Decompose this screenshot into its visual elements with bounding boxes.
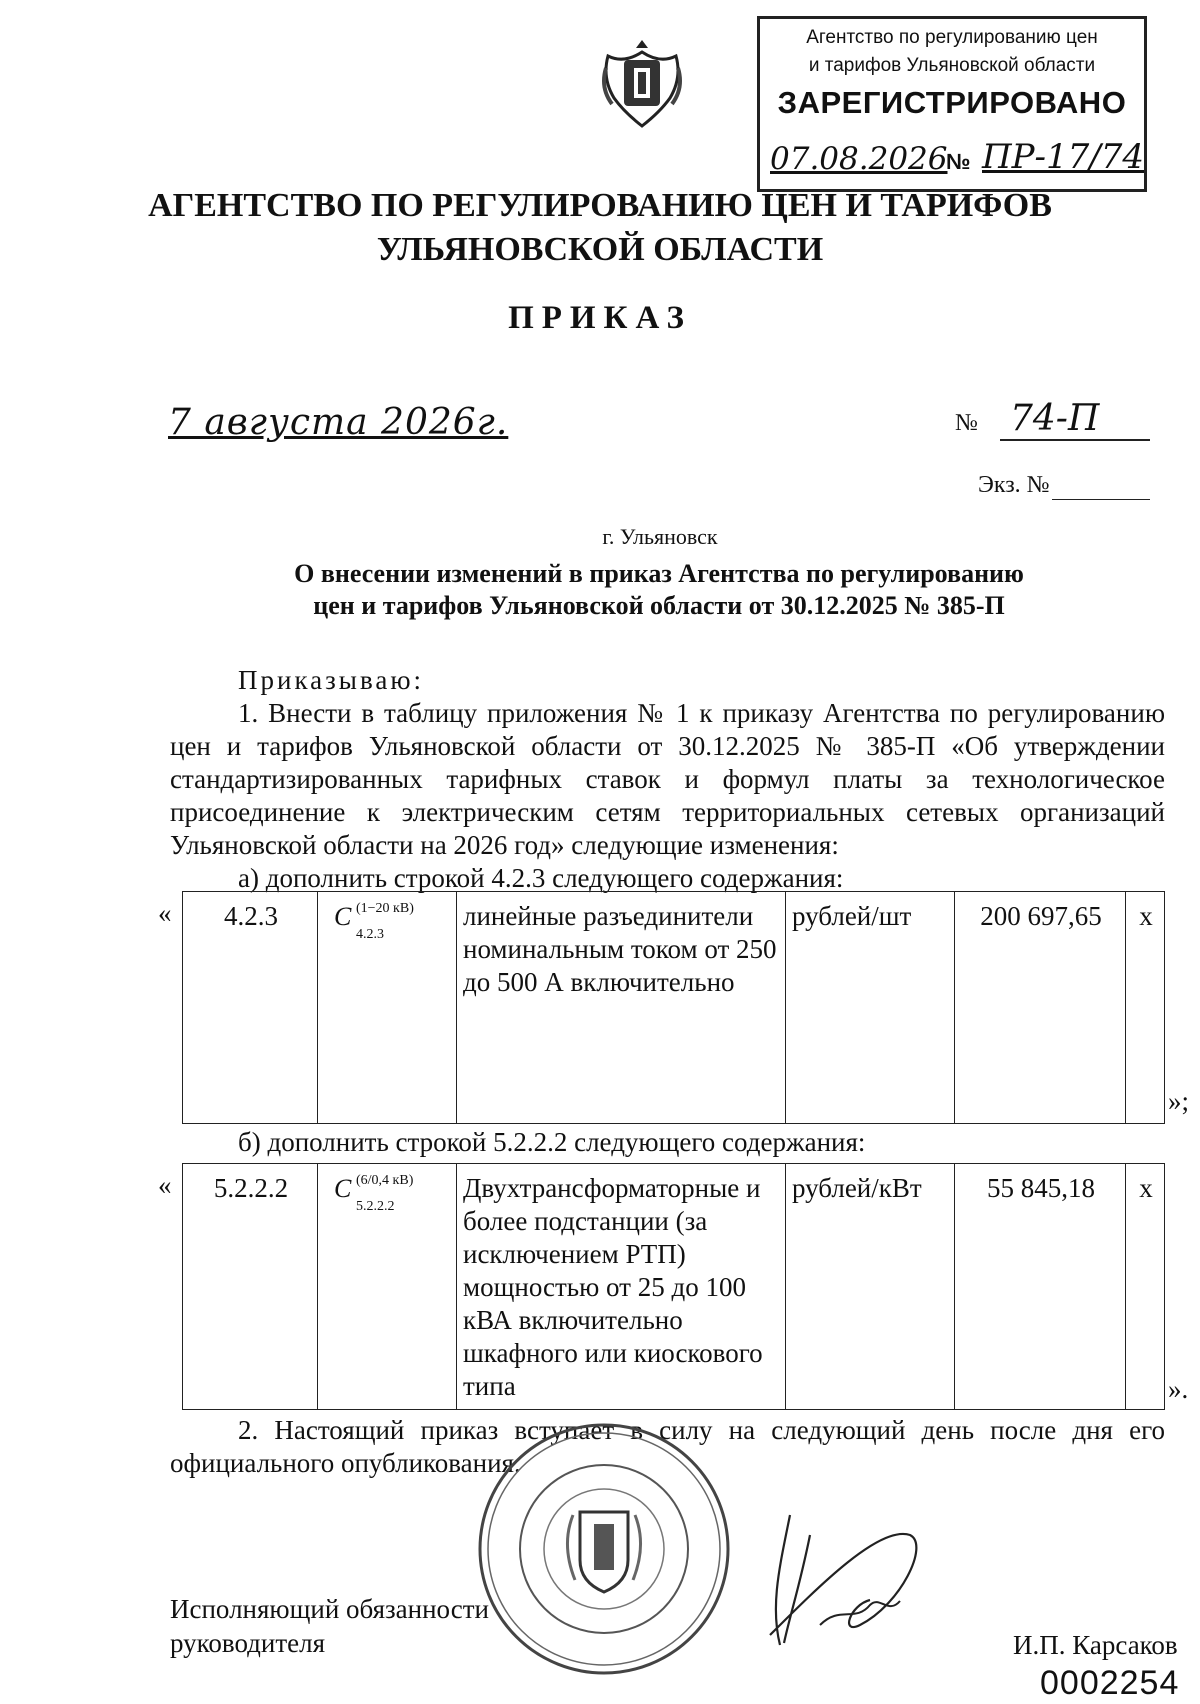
row-symbol: [318, 1164, 457, 1410]
city: г. Ульяновск: [602, 524, 718, 549]
close-quote: »;: [1168, 1086, 1190, 1116]
open-quote: «: [158, 1170, 172, 1200]
row-extra: х: [1126, 892, 1165, 1124]
registration-stamp-line1: Агентство по регулированию цен: [806, 27, 1098, 48]
round-seal-icon: [475, 1420, 733, 1678]
row-extra: х: [1126, 1164, 1165, 1410]
registration-stamp-date: 07.08.2026: [770, 141, 948, 177]
signature-icon: [760, 1505, 930, 1655]
row-unit: рублей/шт: [786, 892, 955, 1124]
order-subject: [0, 558, 1200, 622]
copy-number-label: Экз. №: [978, 472, 1050, 498]
symbol-letter: C: [334, 1174, 352, 1203]
row-value: 55 845,18: [955, 1164, 1126, 1410]
registration-stamp-status: ЗАРЕГИСТРИРОВАНО: [777, 85, 1127, 120]
close-quote: ».: [1168, 1374, 1189, 1404]
row-description: Двухтрансформаторные и более подстанции (за исключением РТП) мощностью от 25 до 100 кВА включительно шкафного или киоскового типа: [457, 1164, 786, 1410]
order-word: Приказываю:: [238, 665, 424, 695]
row-value: 200 697,65: [955, 892, 1126, 1124]
registration-stamp: [757, 16, 1147, 192]
symbol-subscript: 4.2.3: [356, 927, 384, 942]
sub-item-b: б) дополнить строкой 5.2.2.2 следующего содержания:: [238, 1127, 866, 1157]
copy-number-blank: [1052, 472, 1150, 500]
symbol-letter: C: [334, 902, 352, 931]
coat-of-arms-icon: [600, 38, 684, 130]
order-date: 7 августа 2026г.: [168, 402, 509, 443]
symbol-superscript: (6/0,4 кВ): [356, 1173, 414, 1188]
signatory-role-line2: руководителя: [170, 1628, 326, 1658]
row-description: линейные разъединители номинальным током от 250 до 500 А включительно: [457, 892, 786, 1124]
registration-stamp-number-label: №: [946, 149, 971, 174]
signatory-role-line1: Исполняющий обязанности: [170, 1594, 489, 1624]
symbol-superscript: (1−20 кВ): [356, 901, 414, 916]
tariff-row-table: [182, 891, 1165, 1124]
row-number: 4.2.3: [183, 892, 318, 1124]
registry-number: 0002254: [1040, 1664, 1180, 1702]
sub-item-a: а) дополнить строкой 4.2.3 следующего содержания:: [238, 863, 844, 893]
agency-name: [0, 184, 1200, 272]
registration-stamp-number: ПР-17/74: [982, 137, 1144, 177]
row-number: 5.2.2.2: [183, 1164, 318, 1410]
agency-name-line2: УЛЬЯНОВСКОЙ ОБЛАСТИ: [376, 231, 824, 268]
document-type: ПРИКАЗ: [508, 300, 692, 336]
order-subject-line1: О внесении изменений в приказ Агентства по регулированию: [294, 559, 1024, 588]
signatory-role: [170, 1592, 489, 1660]
sub-item-b-wrap: [170, 1126, 1165, 1159]
order-subject-line2: цен и тарифов Ульяновской области от 30.12.2025 № 385-П: [313, 591, 1005, 620]
registration-stamp-line2: и тарифов Ульяновской области: [808, 55, 1096, 76]
order-number-label: №: [955, 410, 978, 436]
row-unit: рублей/кВт: [786, 1164, 955, 1410]
tariff-row-table: [182, 1163, 1165, 1410]
symbol-subscript: 5.2.2.2: [356, 1199, 395, 1214]
order-number: 74-П: [1000, 398, 1150, 441]
order-body: [170, 664, 1165, 895]
table-row: [183, 1164, 1165, 1410]
table-row: [183, 892, 1165, 1124]
item-2: 2. Настоящий приказ вступает в силу на следующий день после дня его официального опубликования.: [170, 1415, 1165, 1478]
signatory-name: И.П. Карсаков: [1013, 1630, 1178, 1660]
open-quote: «: [158, 898, 172, 928]
item-1: 1. Внести в таблицу приложения № 1 к приказу Агентства по регулированию цен и тарифов Ульяновской области от 30.12.2025 № 385-П «Об утверждении стандартизированных тарифных ставок и формул платы за технологическое присоединение к электрическим сетям территориальных сетевых организаций Ульяновской области на 2026 год» следующие изменения:: [170, 698, 1165, 860]
row-symbol: [318, 892, 457, 1124]
copy-number: [978, 472, 1150, 500]
agency-name-line1: АГЕНТСТВО ПО РЕГУЛИРОВАНИЮ ЦЕН И ТАРИФОВ: [148, 187, 1052, 224]
